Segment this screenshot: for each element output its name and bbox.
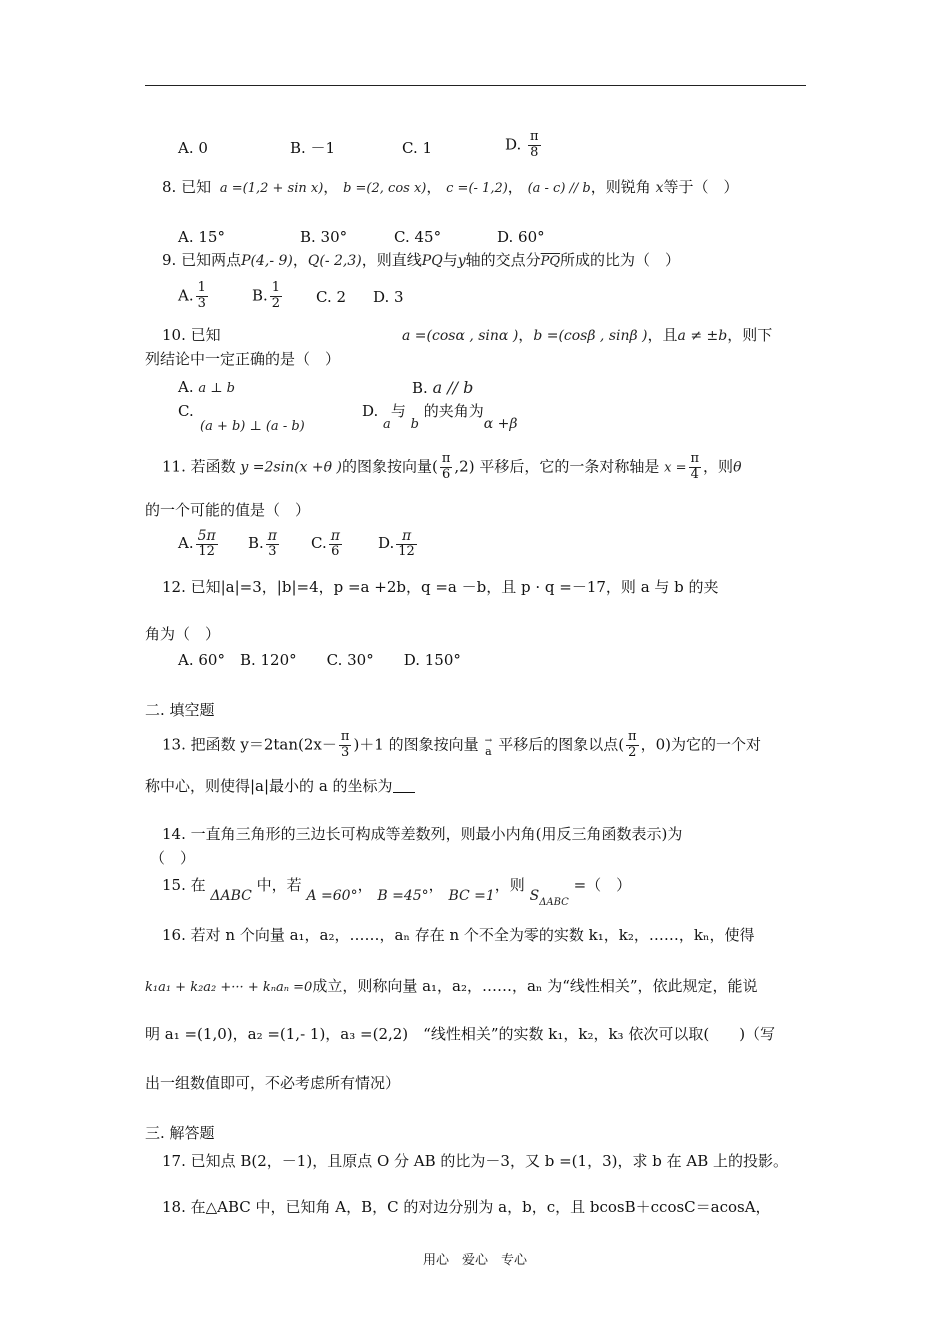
q13-stem: 13. 把函数 y＝2tan(2x－ $\frac{\pi}{3}$ )＋1 的图象按向量 → a 平移后的图象以点( $\frac{\pi}{2}$ ，0)为它的一个对 bbox=[162, 729, 761, 760]
q9-option-c: C. 2 bbox=[316, 288, 347, 306]
q11-option-a: A. $\frac{5\pi}{12}$ bbox=[178, 528, 216, 560]
q12-stem-line2: 角为（ ） bbox=[145, 625, 221, 643]
q10-option-c-expr: (a + b) ⊥ (a - b) bbox=[200, 419, 305, 434]
section-solve-heading: 三. 解答题 bbox=[145, 1124, 215, 1142]
q8-option-c: C. 45° bbox=[394, 228, 442, 246]
q15-stem: 15. 在 ΔABC 中，若 A =60°， B =45°， BC =1，则 $S_{\Delta ABC}$ =（ ） bbox=[162, 876, 632, 908]
q7-option-a: A. 0 bbox=[178, 139, 208, 157]
q7-option-c: C. 1 bbox=[402, 139, 433, 157]
q16-stem-line4: 出一组数值即可，不必考虑所有情况） bbox=[145, 1074, 401, 1092]
q8-option-b: B. 30° bbox=[300, 228, 348, 246]
q10-stem-label: 10. 已知 bbox=[162, 326, 221, 344]
q16-stem-line1: 16. 若对 n 个向量 a₁，a₂，……，aₙ 存在 n 个不全为零的实数 k₁，k₂，……，kₙ，使得 bbox=[162, 926, 755, 944]
q11-option-d: D. $\frac{\pi}{12}$ bbox=[378, 528, 415, 560]
q13-answer-blank[interactable] bbox=[393, 778, 415, 793]
q18-stem: 18. 在△ABC 中，已知角 A，B，C 的对边分别为 a，b，c，且 bcosB＋ccosC＝acosA， bbox=[162, 1198, 771, 1216]
q9-option-b: B. $\frac{1}{2}$ bbox=[252, 280, 281, 311]
q7-option-b: B. －1 bbox=[290, 139, 336, 157]
q9-stem: 9. 已知两点P(4,- 9)，Q(- 2,3)，则直线PQ与y轴的交点分$\overline{PQ}$所成的比为（ ） bbox=[162, 251, 681, 269]
q9-option-a: A. $\frac{1}{3}$ bbox=[178, 280, 206, 311]
q14-stem: 14. 一直角三角形的三边长可构成等差数列，则最小内角(用反三角函数表示)为 bbox=[162, 825, 683, 843]
q12-options: A. 60° B. 120° C. 30° D. 150° bbox=[178, 651, 461, 669]
q16-stem-line3: 明 a₁ =(1,0)，a₂ =(1,- 1)，a₃ =(2,2) “线性相关”的实数 k₁，k₂，k₃ 依次可以取( )（写 bbox=[145, 1025, 776, 1043]
header-rule bbox=[145, 85, 806, 86]
q9-option-d: D. 3 bbox=[373, 288, 404, 306]
q11-option-c: C. $\frac{\pi}{6}$ bbox=[311, 528, 340, 560]
q13-stem-line2: 称中心，则使得|a|最小的 a 的坐标为 bbox=[145, 777, 415, 795]
q10-option-a: A. a ⊥ b bbox=[178, 378, 235, 396]
q10-option-b: B. a // b bbox=[412, 378, 474, 397]
q8-stem: 8. 已知 a =(1,2 + sin x)， b =(2, cos x)， c =(- 1,2)， (a - c) // b，则锐角 x等于（ ） bbox=[162, 178, 739, 196]
q7-option-d: D. $\frac{\pi}{8}$ bbox=[505, 129, 539, 160]
q11-stem-line2: 的一个可能的值是（ ） bbox=[145, 501, 311, 519]
q17-stem: 17. 已知点 B(2，－1)，且原点 O 分 AB 的比为－3，又 b =(1，3)，求 b 在 AB 上的投影。 bbox=[162, 1152, 789, 1170]
q10-option-d: D. a与 b 的夹角为α +β bbox=[362, 402, 518, 432]
q8-option-d: D. 60° bbox=[497, 228, 545, 246]
section-fill-in-heading: 二. 填空题 bbox=[145, 701, 215, 719]
q12-stem: 12. 已知|a|=3，|b|=4，p =a +2b，q =a －b，且 p · q =－17，则 a 与 b 的夹 bbox=[162, 578, 719, 596]
q10-stem-line2: 列结论中一定正确的是（ ） bbox=[145, 350, 341, 368]
q16-stem-line2: k₁a₁ + k₂a₂ +··· + kₙaₙ =0成立，则称向量 a₁，a₂，……，aₙ 为“线性相关”，依此规定，能说 bbox=[145, 977, 758, 995]
page-footer: 用心 爱心 专心 bbox=[422, 1253, 527, 1268]
q10-stem-expr: a =(cosα , sinα )，b =(cosβ , sinβ )，且a ≠ ±b，则下 bbox=[402, 326, 773, 344]
q11-stem: 11. 若函数 y =2sin(x +θ )的图象按向量( $\frac{\pi}{6}$ ,2) 平移后，它的一条对称轴是 x = $\frac{\pi}{4}$ ，则θ bbox=[162, 451, 742, 482]
q10-option-c-label: C. bbox=[178, 402, 194, 420]
q11-option-b: B. $\frac{\pi}{3}$ bbox=[248, 528, 277, 560]
q14-stem-line2: （ ） bbox=[150, 849, 196, 867]
q8-option-a: A. 15° bbox=[178, 228, 225, 246]
